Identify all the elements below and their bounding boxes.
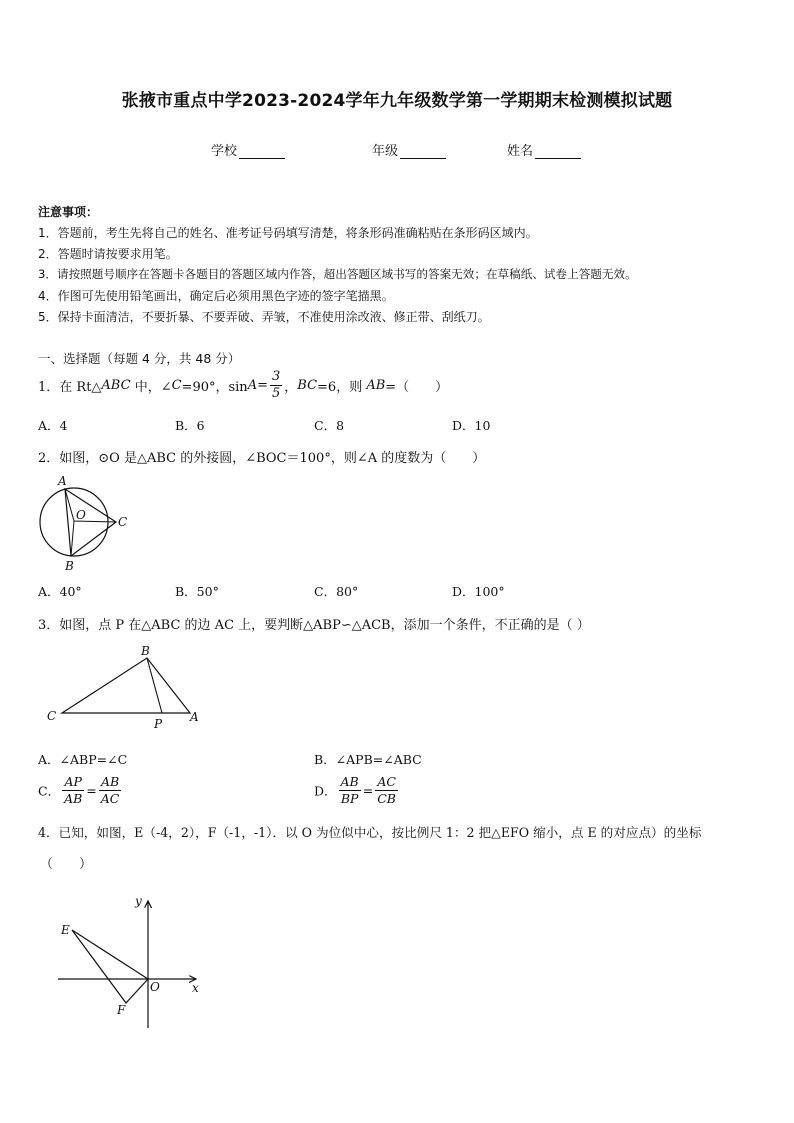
q2-option-a[interactable]: A．40° (38, 584, 82, 599)
segment-bp (147, 658, 162, 713)
name-blank[interactable] (535, 144, 581, 159)
q2-option-c[interactable]: C．80° (314, 584, 359, 599)
q1-a: A (247, 378, 258, 393)
q3c-frac-1 (62, 774, 84, 807)
school-label: 学校 (211, 144, 238, 159)
question-2: 2．如图，⊙O 是△ABC 的外接圆，∠BOC＝100°，则∠A 的度数为（ ） (38, 451, 486, 466)
q3d-num-1: AB (340, 774, 359, 789)
q4-coordinate-figure (50, 890, 210, 1032)
label-a: A (190, 710, 199, 724)
q3c-num-2: AB (99, 774, 122, 791)
q1-numerator: 3 (271, 369, 281, 384)
notes-heading: 注意事项： (38, 205, 99, 219)
label-b: B (141, 644, 150, 658)
page-title: 张掖市重点中学2023-2024学年九年级数学第一学期期末检测模拟试题 (121, 91, 673, 111)
grade-blank[interactable] (400, 144, 446, 159)
triangle-abc (62, 658, 190, 713)
q1-c: C (171, 378, 182, 393)
question-4: 4．已知，如图，E（-4，2），F（-1，-1）．以 O 为位似中心，按比例尺 1：2 把△EFO 缩小，点 E 的对应点）的坐标 (38, 825, 702, 840)
q3c-den-1: AB (64, 791, 83, 806)
q3-option-d[interactable] (314, 774, 400, 807)
q1-bc: BC (297, 378, 318, 393)
q3d-frac-1 (339, 774, 361, 807)
q1-tail: =（ ） (385, 380, 449, 395)
label-y: y (135, 894, 142, 908)
label-f: F (117, 1003, 126, 1017)
q1-mid3: ， (284, 380, 298, 395)
q3-option-b[interactable]: B．∠APB=∠ABC (314, 752, 422, 767)
note-item: 5．保持卡面清洁，不要折暴、不要弄破、弄皱，不准使用涂改液、修正带、刮纸刀。 (38, 310, 490, 324)
q3d-frac-2 (375, 774, 398, 807)
q3c-den-2: AC (100, 791, 120, 806)
q1-mid1: 中，∠ (130, 380, 172, 395)
grade-label: 年级 (372, 144, 399, 159)
note-item: 2．答题时请按要求用笔。 (38, 247, 178, 261)
question-1 (38, 369, 448, 402)
grade-field[interactable] (372, 140, 446, 159)
q1-pre: 1．在 Rt△ (38, 380, 102, 395)
label-o: O (150, 980, 160, 994)
note-item: 3．请按照题号顺序在答题卡各题目的答题区域内作答，超出答题区域书写的答案无效；在草稿纸、试卷上答题无效。 (38, 267, 637, 281)
q4-answer-paren: （ ） (40, 857, 93, 872)
q2-circle-figure (34, 472, 134, 574)
q1-mid2: =90°，sin (181, 380, 248, 395)
q1-option-c[interactable]: C．8 (314, 418, 345, 433)
q3-triangle-figure (44, 642, 210, 734)
label-e: E (61, 923, 70, 937)
q3d-den-2: CB (377, 791, 396, 806)
q1-ab: AB (366, 378, 386, 393)
q3-option-a[interactable]: A．∠ABP=∠C (38, 752, 128, 767)
q3-option-c[interactable] (38, 774, 123, 807)
label-o: O (76, 508, 86, 522)
label-p: P (154, 717, 163, 731)
q1-option-b[interactable]: B．6 (175, 418, 205, 433)
q1-eq: = (257, 378, 268, 393)
label-x: x (192, 981, 199, 995)
q3c-frac-2 (99, 774, 122, 807)
q3d-eq: = (362, 783, 374, 798)
note-item: 4．作图可先使用铅笔画出，确定后必须用黑色字迹的签字笔描黑。 (38, 289, 394, 303)
q1-abc: ABC (101, 378, 131, 393)
q3d-num-2: AC (375, 774, 398, 791)
q1-option-a[interactable]: A．4 (38, 418, 68, 433)
q3c-num-1: AP (62, 774, 84, 791)
q3c-label: C． (38, 783, 61, 799)
label-c: C (47, 709, 57, 723)
radius-ob (71, 521, 74, 556)
q1-fraction (270, 369, 282, 402)
q3d-den-1: BP (340, 791, 359, 806)
school-blank[interactable] (239, 144, 285, 159)
question-3: 3．如图，点 P 在△ABC 的边 AC 上，要判断△ABP∽△ACB，添加一个条件，不正确的是（ ） (38, 618, 590, 633)
q2-option-d[interactable]: D．100° (452, 584, 505, 599)
q1-option-d[interactable]: D．10 (452, 418, 491, 433)
name-label: 姓名 (507, 144, 534, 159)
label-c: C (118, 515, 128, 529)
q3c-eq: = (86, 783, 97, 798)
name-field[interactable] (507, 140, 581, 159)
triangle-efo (72, 930, 148, 1003)
q1-denominator: 5 (271, 386, 281, 401)
label-b: B (65, 559, 74, 573)
section-heading: 一、选择题（每题 4 分，共 48 分） (38, 351, 241, 366)
note-item: 1．答题前，考生先将自己的姓名、准考证号码填写清楚，将条形码准确粘贴在条形码区域内。 (38, 226, 538, 240)
q3d-label: D． (314, 783, 337, 799)
q1-mid4: =6，则 (317, 380, 367, 395)
label-a: A (58, 474, 67, 488)
school-field[interactable] (211, 140, 285, 159)
q2-option-b[interactable]: B．50° (175, 584, 219, 599)
